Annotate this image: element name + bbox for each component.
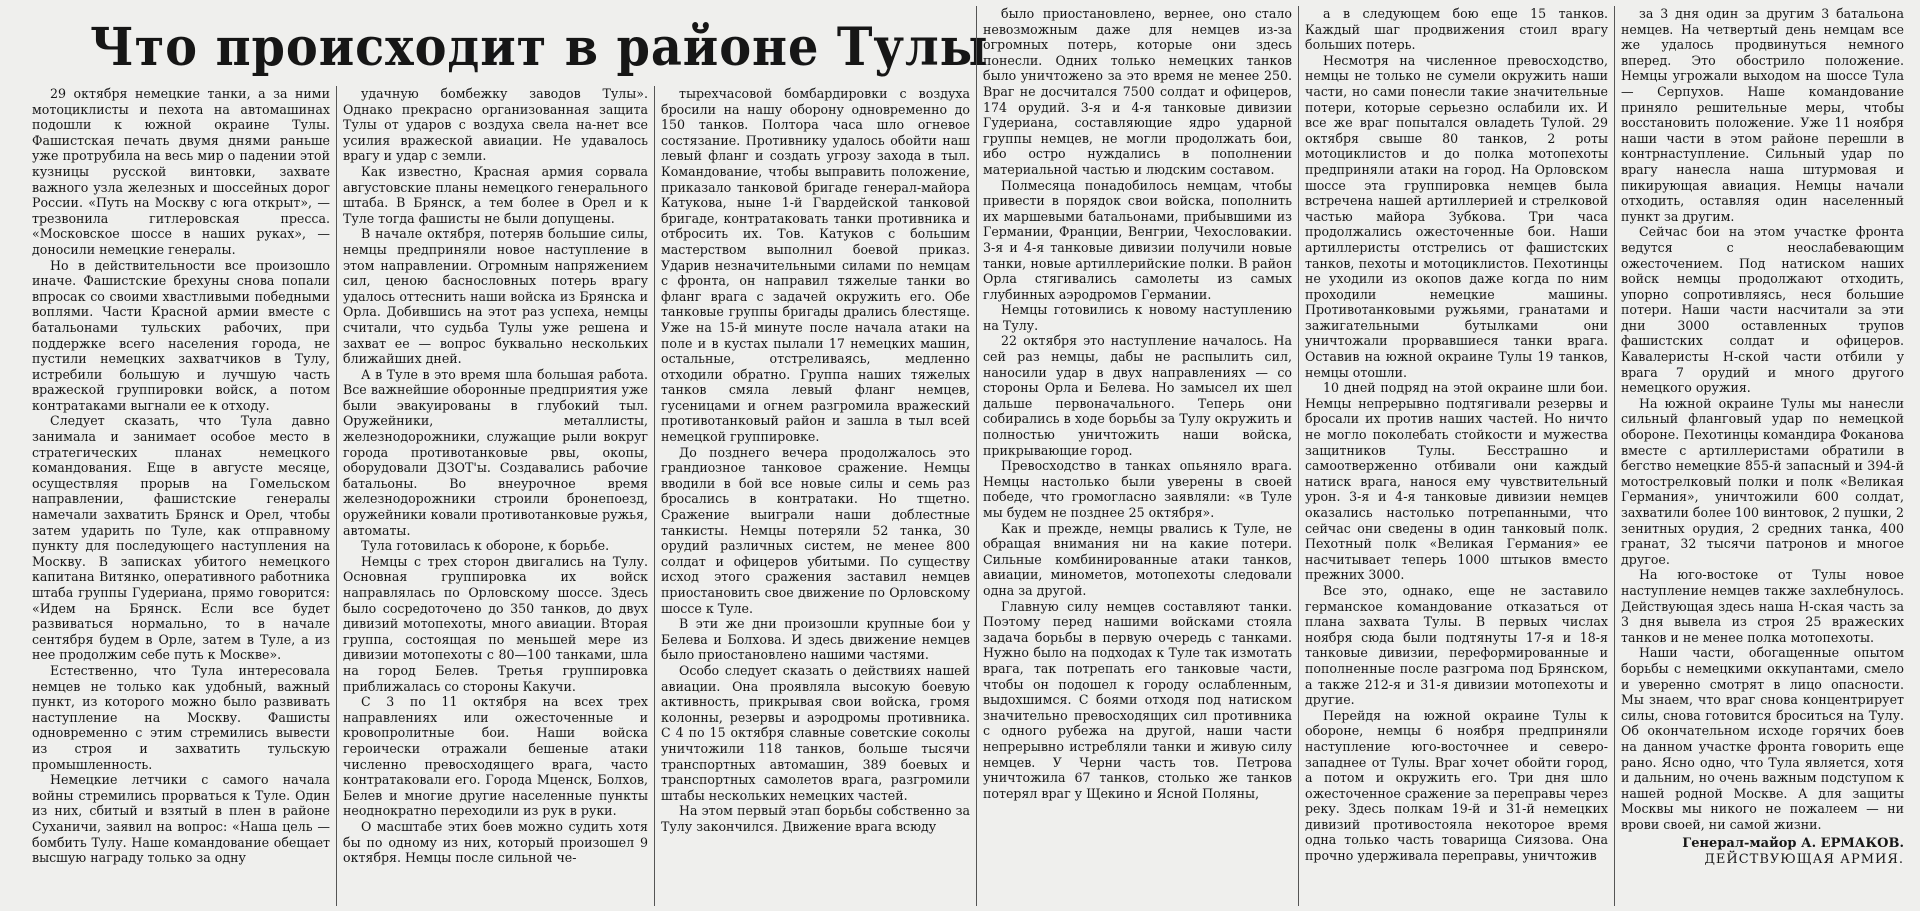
column-6-body	[1621, 6, 1904, 832]
article-headline: Что происходит в районе Тулы	[90, 17, 989, 78]
column-6	[1614, 6, 1910, 906]
paragraph: 22 октября это наступление началось. На сей раз немцы, дабы не распылить сил, наносили удар в двух направлениях — со стороны Орла и Белева. Но замысел их шел дальше первоначального. Теперь они собирались в ходе борьбы за Тулу окружить и полностью уничтожить наши войска, прикрывающие город.	[983, 333, 1292, 458]
paragraph: Особо следует сказать о действиях нашей авиации. Она проявляла высокую боевую активность, прикрывая свои войска, громя колонны, резервы и аэродромы противника. С 4 по 15 октября славные советские соколы уничтожили 118 танков, больше тысячи транспортных автомашин, 389 боевых и транспортных самолетов врага, разгромили штабы нескольких немецких частей.	[661, 662, 970, 803]
column-1	[26, 86, 336, 906]
paragraph: На этом первый этап борьбы собственно за Тулу закончился. Движение врага всюду	[661, 803, 970, 834]
signature	[1621, 836, 1904, 867]
paragraph: На южной окраине Тулы мы нанесли сильный фланговый удар по немецкой обороне. Пехотинцы командира Фоканова вместе с артиллеристами обратили в бегство немецкие 855-й запасный и 394-й мотострелковый полки и полк «Великая Германия», уничтожили 600 солдат, захватили более 100 винтовок, 2 пушки, 2 зенитных орудия, 2 средних танка, 400 гранат, 32 тысячи патронов и многое другое.	[1621, 395, 1904, 567]
paragraph: Как известно, Красная армия сорвала августовские планы немецкого генерального штаба. В Брянск, а тем более в Орел и к Туле тогда фашисты не были допущены.	[343, 163, 648, 226]
paragraph: Но в действительности все произошло иначе. Фашистские брехуны снова попали впросак со своими хвастливыми победными воплями. Части Красной армии вместе с батальонами тульских рабочих, при поддержке всего населения города, не пустили немецких захватчиков в Тулу, истребили большую и лучшую часть вражеской группировки войск, а потом контратаками выгнали ее к отходу.	[32, 257, 330, 413]
paragraph: Немцы готовились к новому наступлению на Тулу.	[983, 302, 1292, 333]
column-2	[336, 86, 654, 906]
paragraph: 29 октября немецкие танки, а за ними мотоциклисты и пехота на автомашинах подошли к южной окраине Тулы. Фашистская печать двумя днями раньше уже протрубила на весь мир о падении этой кузницы русской винтовки, захвате важного узла железных и шоссейных дорог России. «Путь на Москву с юга открыт», — трезвонила гитлеровская пресса. «Московское шоссе в наших руках», — доносили немецкие генералы.	[32, 86, 330, 257]
paragraph: Главную силу немцев составляют танки. Поэтому перед нашими войсками стояла задача борьбы в первую очередь с танками. Нужно было на подходах к Туле так измотать врага, так потрепать его танковые части, чтобы он подошел к городу ослабленным, выдохшимся. С боями отходя под натиском значительно превосходящих сил противника с одного рубежа на другой, наши части непрерывно истребляли танки и живую силу немцев. У Черни часть тов. Петрова уничтожила 67 танков, столько же танков потерял враг у Щекино и Ясной Поляны,	[983, 598, 1292, 801]
paragraph: удачную бомбежку заводов Тулы». Однако прекрасно организованная защита Тулы от ударов с воздуха свела на-нет все усилия вражеской авиации. Не удавалось врагу и удар с земли.	[343, 86, 648, 164]
paragraph: В начале октября, потеряв большие силы, немцы предприняли новое наступление в этом направлении. Огромным напряжением сил, ценою баснословных потерь врагу удалось оттеснить наши войска из Брянска и Орла. Добившись на этот раз успеха, немцы считали, что судьба Тулы уже решена и захват ее — вопрос буквально нескольких ближайших дней.	[343, 226, 648, 367]
paragraph: Полмесяца понадобилось немцам, чтобы привести в порядок свои войска, пополнить их маршевыми батальонами, прибывшими из Германии, Франции, Венгрии, Чехословакии. 3-я и 4-я танковые дивизии получили новые танки, новые артиллерийские полки. В район Орла стягивались самолеты из самых глубинных аэродромов Германии.	[983, 177, 1292, 302]
paragraph: за 3 дня один за другим 3 батальона немцев. На четвертый день немцам все же удалось продвинуться немного вперед. Это обострило положение. Немцы угрожали выходом на шоссе Тула — Серпухов. Наше командование приняло решительные меры, чтобы восстановить положение. Уже 11 ноября наши части в этом районе перешли в контрнаступление. Сильный удар по врагу нанесла наша штурмовая и пикирующая авиация. Немцы начали отходить, оставляя один населенный пункт за другим.	[1621, 6, 1904, 224]
paragraph: тырехчасовой бомбардировки с воздуха бросили на нашу оборону одновременно до 150 танков. Полтора часа шло огневое состязание. Противнику удалось обойти наш левый фланг и создать угрозу захода в тыл. Командование, чтобы выправить положение, приказало танковой бригаде генерал-майора Катукова, ныне 1-й Гвардейской танковой бригаде, контратаковать танки противника и отбросить их. Тов. Катуков с большим мастерством выполнил боевой приказ. Ударив незначительными силами по немцам с фронта, он направил тяжелые танки во фланг врага с задачей окружить его. Обе танковые группы бригады дрались блестяще. Уже на 15-й минуте после начала атаки на поле и в кустах пылали 17 немецких машин, остальные, отстреливаясь, медленно отходили обратно. Группа наших тяжелых танков смяла левый фланг немцев, гусеницами и огнем разгромила вражеский противотанковый район и зашла в тыл всей немецкой группировке.	[661, 86, 970, 445]
paragraph: Наши части, обогащенные опытом борьбы с немецкими оккупантами, смело и уверенно смотрят в лицо опасности. Мы знаем, что враг снова концентрирует силы, снова готовится броситься на Тулу. Об окончательном исходе горячих боев на данном участке фронта говорить еще рано. Ясно одно, что Тула является, хотя и дальним, но очень важным подступом к нашей родной Москве. А для защиты Москвы мы никого не пожалеем — ни врови своей, ни самой жизни.	[1621, 645, 1904, 832]
paragraph: Немцы с трех сторон двигались на Тулу. Основная группировка их войск направлялась по Орловскому шоссе. Здесь было сосредоточено до 350 танков, до двух дивизий мотопехоты, много авиации. Вторая группа, состоящая по меньшей мере из дивизии мотопехоты с 80—100 танками, шла на город Белев. Третья группировка приближалась со стороны Какучи.	[343, 553, 648, 694]
paragraph: Несмотря на численное превосходство, немцы не только не сумели окружить наши части, но сами понесли такие значительные потери, которые серьезно ослабили их. И все же враг попытался овладеть Тулой. 29 октября свыше 80 танков, 2 роты мотоциклистов и до полка мотопехоты предприняли атаки на город. На Орловском шоссе эта группировка немцев была встречена нашей артиллерией и стрелковой частью майора Зубкова. Три часа продолжались ожесточенные бои. Наши артиллеристы отстрелись от фашистских танков, пехоты и мотоциклистов. Пехотинцы не уходили из окопов даже когда по ним проходили немецкие машины. Противотанковыми ружьями, гранатами и зажигательными бутылками они уничтожали прорвавшиеся танки врага. Оставив на южной окраине Тулы 19 танков, немцы отошли.	[1305, 52, 1608, 380]
column-5	[1298, 6, 1614, 906]
signature-role: ДЕЙСТВУЮЩАЯ АРМИЯ.	[1704, 852, 1904, 868]
paragraph: было приостановлено, вернее, оно стало невозможным даже для немцев из-за огромных потерь, которые они здесь понесли. Одних только немецких танков было уничтожено за это время не менее 250. Враг не досчитался 7500 солдат и офицеров, 174 орудий. 3-я и 4-я танковые дивизии Гудериана, составляющие ядро ударной группы немцев, не могли продолжать бои, ибо остро нуждались в пополнении материальной частью и людским составом.	[983, 6, 1292, 177]
paragraph: Сейчас бои на этом участке фронта ведутся с неослабевающим ожесточением. Под натиском наших войск немцы продолжают отходить, упорно сопротивляясь, неся большие потери. Наши части насчитали за эти дни 3000 оставленных трупов фашистских солдат и офицеров. Кавалеристы Н-ской части отбили у врага 7 орудий и много другого немецкого оружия.	[1621, 224, 1904, 396]
paragraph: Естественно, что Тула интересовала немцев не только как удобный, важный пункт, из которого можно было развивать наступление на Москву. Фашисты одновременно с этим стремились вывести из строя и захватить тульскую промышленность.	[32, 662, 330, 772]
paragraph: Как и прежде, немцы рвались к Туле, не обращая внимания ни на какие потери. Сильные комбинированные атаки танков, авиации, минометов, мотопехоты следовали одна за другой.	[983, 520, 1292, 598]
paragraph: На юго-востоке от Тулы новое наступление немцев также захлебнулось. Действующая здесь наша Н-ская часть за 3 дня вывела из строя 25 вражеских танков и не менее полка мотопехоты.	[1621, 567, 1904, 645]
paragraph: Следует сказать, что Тула давно занимала и занимает особое место в стратегических планах немецкого командования. Еще в августе месяце, осуществляя прорыв на Гомельском направлении, фашистские генералы намечали захватить Брянск и Орел, чтобы затем ударить по Туле, как отправному пункту для последующего наступления на Москву. В записках убитого немецкого капитана Витянко, оперативного работника штаба группы Гудериана, прямо говорится: «Идем на Брянск. Если все будет развиваться нормально, то в начале сентября будем в Орле, затем в Туле, а из нее продолжим себе путь к Москве».	[32, 413, 330, 663]
paragraph: В эти же дни произошли крупные бои у Белева и Болхова. И здесь движение немцев было приостановлено нашими частями.	[661, 616, 970, 663]
paragraph: а в следующем бою еще 15 танков. Каждый шаг продвижения стоил врагу больших потерь.	[1305, 6, 1608, 53]
paragraph: А в Туле в это время шла большая работа. Все важнейшие оборонные предприятия уже были эвакуированы в глубокий тыл. Оружейники, металлисты, железнодорожники, служащие рыли вокруг города противотанковые рвы, окопы, оборудовали ДЗОТ'ы. Создавались рабочие батальоны. Во внеурочное время железнодорожники строили бронепоезд, оружейники ковали противотанковые ружья, автоматы.	[343, 366, 648, 538]
paragraph: Превосходство в танках опьяняло врага. Немцы настолько были уверены в своей победе, что громогласно заявляли: «в Туле мы будем не позднее 25 октября».	[983, 458, 1292, 520]
article-columns	[26, 0, 1910, 911]
paragraph: Тула готовилась к обороне, к борьбе.	[361, 538, 610, 554]
paragraph: Немецкие летчики с самого начала войны стремились прорваться к Туле. Один из них, сбитый и взятый в плен в районе Суханичи, заявил на вопрос: «Наша цель — бомбить Тулу. Наше командование обещает высшую награду только за одну	[32, 772, 330, 866]
signature-name: Генерал-майор А. ЕРМАКОВ.	[1682, 836, 1904, 852]
paragraph: Все это, однако, еще не заставило германское командование отказаться от плана захвата Тулы. В первых числах ноября сюда были подтянуты 17-я и 18-я танковые дивизии, переформированные и пополненные после разгрома под Брянском, а также 212-я и 31-я дивизии мотопехоты и другие.	[1305, 582, 1608, 708]
paragraph: О масштабе этих боев можно судить хотя бы по одному из них, который произошел 9 октября. Немцы после сильной че-	[343, 818, 648, 866]
column-4	[976, 6, 1298, 906]
paragraph: До позднего вечера продолжалось это грандиозное танковое сражение. Немцы вводили в бой все новые силы и семь раз бросались в контратаки. Но тщетно. Сражение выиграли наши доблестные танкисты. Немцы потеряли 52 танка, 30 орудий различных систем, не менее 800 солдат и офицеров убитыми. По существу исход этого сражения заставил немцев приостановить свое движение по Орловскому шоссе к Туле.	[661, 444, 970, 616]
column-3	[654, 86, 976, 906]
paragraph: 10 дней подряд на этой окраине шли бои. Немцы непрерывно подтягивали резервы и бросали их против наших частей. Но ничто не могло поколебать стойкости и мужества защитников Тулы. Бесстрашно и самоотверженно отбивали они каждый натиск врага, нанося ему чувствительный урон. 3-я и 4-я танковые дивизии немцев оказались настолько потрепанными, что сейчас они сведены в один танковый полк. Пехотный полк «Великая Германия» ее насчитывает теперь 1000 штыков вместо прежних 3000.	[1305, 380, 1608, 583]
paragraph: С 3 по 11 октября на всех трех направлениях или ожесточенные и кровопролитные бои. Наши войска героически отражали бешеные атаки численно превосходящего врага, часто контратаковали его. Города Мценск, Болхов, Белев и многие другие населенные пункты неоднократно переходили из рук в руки.	[343, 694, 648, 819]
paragraph: Перейдя на южной окраине Тулы к обороне, немцы 6 ноября предприняли наступление юго-восточнее и северо-западнее от Тулы. Враг хочет обойти город, а потом и окружить его. Три дня шло ожесточенное сражение за переправы через реку. Здесь полкам 19-й и 31-й немецких дивизий противостояла некоторое время одна только часть товарища Сиязова. Она прочно удерживала переправы, уничтожив	[1305, 707, 1608, 864]
